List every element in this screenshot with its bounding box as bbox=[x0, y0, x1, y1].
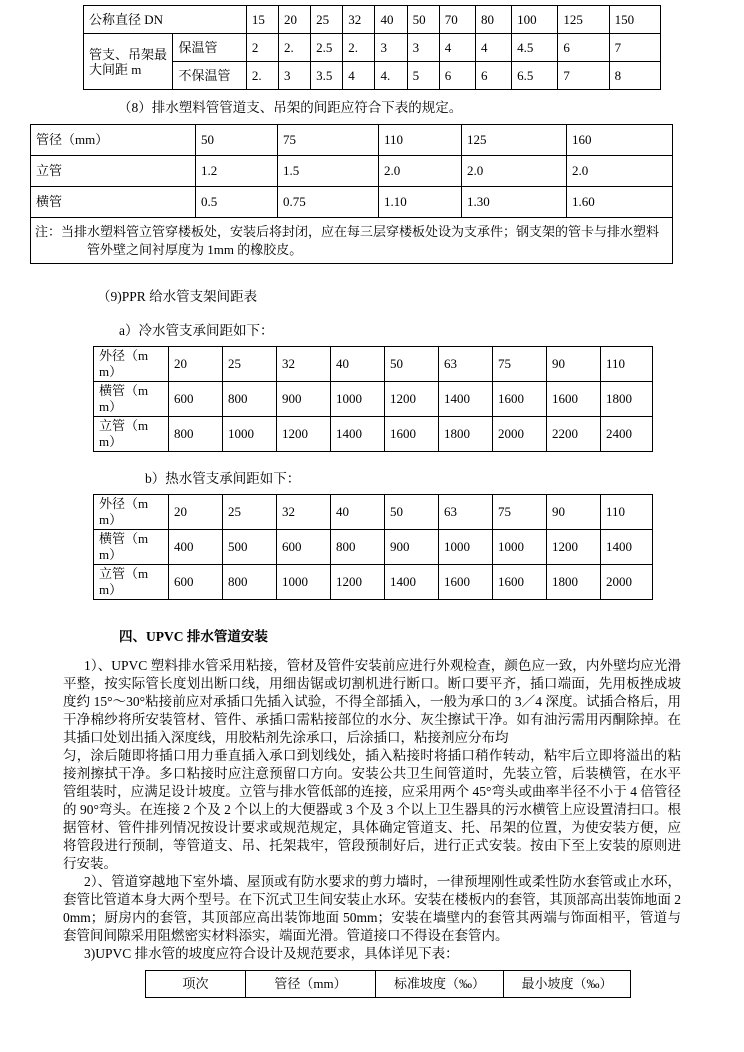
table-cell: 0.75 bbox=[278, 187, 379, 218]
table-cell: 1.10 bbox=[379, 187, 462, 218]
table-cell: 1800 bbox=[547, 565, 601, 600]
section-title-upvc-install: 四、UPVC 排水管道安装 bbox=[119, 629, 268, 644]
table-row bbox=[94, 530, 653, 565]
table-cell: 4 bbox=[343, 62, 375, 90]
pipe-support-spacing-table bbox=[83, 5, 661, 90]
table-cell: 1000 bbox=[223, 417, 277, 452]
row-label: 管径（mm） bbox=[31, 125, 196, 156]
row-label: 横管（mm） bbox=[94, 382, 169, 417]
paragraph-install-1b: 匀，涂后随即将插口用力垂直插入承口到划线处，插入粘接时将插口稍作转动，粘牢后立即将溢出的粘接剂擦拭干净。多口粘接时应注意预留口方向。安装公共卫生间管道时，先装立管，后装横管，在水平管组装时，应满足设计坡度。立管与排水管低部的连接，应采用两个 45°弯头或曲率半径不小于 4 倍管径的 90°弯头。在连接 2 个及 2 个以上的大便器或 3 个及 3 个以上卫生器具的污水横管上应设置清扫口。根据管材、管件排列情况按设计要求或规范规定，具体确定管道支、托、吊架的位置，为使安装方便，应将管段进行预制，等管道支、吊、托架栽牢，管段预制好后，进行正式安装。按由下至上安装的原则进行安装。 bbox=[63, 748, 681, 871]
table-cell: 2.0 bbox=[379, 156, 462, 187]
paragraph-8: （8）排水塑料管管道支、吊架的间距应符合下表的规定。 bbox=[118, 100, 463, 115]
hot-water-caption: b）热水管支承间距如下： bbox=[145, 471, 301, 486]
cold-water-spacing-table bbox=[93, 346, 653, 452]
table-cell: 2200 bbox=[547, 417, 601, 452]
table-cell: 125 bbox=[462, 125, 567, 156]
table-cell: 2400 bbox=[601, 417, 653, 452]
table-cell: 3 bbox=[407, 34, 439, 62]
paragraph-9: （9)PPR 给水管支架间距表 bbox=[97, 289, 258, 304]
table-cell: 4.5 bbox=[512, 34, 558, 62]
table-cell: 2. bbox=[343, 34, 375, 62]
table-cell: 1400 bbox=[439, 382, 493, 417]
table-cell: 125 bbox=[558, 6, 609, 34]
table-cell: 1400 bbox=[385, 565, 439, 600]
row-label: 立管（mm） bbox=[94, 417, 169, 452]
table-cell: 110 bbox=[601, 495, 653, 530]
table-cell: 1200 bbox=[547, 530, 601, 565]
drain-pipe-spacing-table bbox=[30, 124, 673, 264]
table-cell: 15 bbox=[246, 6, 278, 34]
table-cell: 40 bbox=[331, 347, 385, 382]
table-cell: 900 bbox=[385, 530, 439, 565]
paragraph-slope-intro: 3)UPVC 排水管的坡度应符合设计及规范要求，具体详见下表： bbox=[84, 946, 459, 961]
table-cell: 1600 bbox=[493, 382, 547, 417]
table-cell: 70 bbox=[439, 6, 475, 34]
table-row bbox=[31, 187, 673, 218]
table-cell: 1600 bbox=[547, 382, 601, 417]
table-cell: 标准坡度（‰） bbox=[376, 971, 504, 998]
table-cell: 1000 bbox=[439, 530, 493, 565]
table-cell: 3.5 bbox=[311, 62, 343, 90]
table-cell: 75 bbox=[278, 125, 379, 156]
table-cell: 600 bbox=[169, 565, 223, 600]
table-cell: 1400 bbox=[601, 530, 653, 565]
table-cell: 100 bbox=[512, 6, 558, 34]
table-cell: 1600 bbox=[385, 417, 439, 452]
table-row bbox=[94, 347, 653, 382]
table-cell: 1800 bbox=[439, 417, 493, 452]
table-row bbox=[94, 417, 653, 452]
table-cell: 2.0 bbox=[462, 156, 567, 187]
table-cell: 5 bbox=[407, 62, 439, 90]
table-row bbox=[31, 125, 673, 156]
table-cell: 1000 bbox=[493, 530, 547, 565]
row-label: 不保温管 bbox=[173, 62, 246, 90]
table-cell: 6 bbox=[439, 62, 475, 90]
table-cell: 600 bbox=[277, 530, 331, 565]
table-cell: 4 bbox=[475, 34, 511, 62]
table-row bbox=[94, 382, 653, 417]
table-cell: 50 bbox=[196, 125, 278, 156]
table-cell: 63 bbox=[439, 347, 493, 382]
table-cell: 管径（mm） bbox=[246, 971, 376, 998]
cold-water-caption: a）冷水管支承间距如下： bbox=[119, 323, 274, 338]
table-cell: 4. bbox=[375, 62, 407, 90]
table-cell: 800 bbox=[331, 530, 385, 565]
table-cell: 160 bbox=[567, 125, 673, 156]
table-cell: 75 bbox=[493, 495, 547, 530]
table-cell: 50 bbox=[385, 347, 439, 382]
paragraph-install-2: 2）、管道穿越地下室外墙、屋顶或有防水要求的剪力墙时，一律预埋刚性或柔性防水套管或止水环，套管比管道本身大两个型号。在下沉式卫生间安装止水环。安装在楼板内的套管，其顶部高出装饰地面 20mm；厨房内的套管，其顶部应高出装饰地面 50mm；安装在墙壁内的套管其两端与饰面相平，管道与套管间间隙采用阻燃密实材料添实，端面光滑。管道接口不得设在套管内。 bbox=[63, 874, 681, 943]
table-cell: 800 bbox=[223, 565, 277, 600]
table-cell: 7 bbox=[558, 62, 609, 90]
table-cell: 800 bbox=[223, 382, 277, 417]
table-cell: 2.5 bbox=[311, 34, 343, 62]
table-cell: 1600 bbox=[439, 565, 493, 600]
table-cell: 20 bbox=[169, 495, 223, 530]
table-cell: 90 bbox=[547, 347, 601, 382]
table-note: 注：当排水塑料管立管穿楼板处，安装后将封闭，应在每三层穿楼板处设为支承件；钢支架的管卡与排水塑料管外壁之间衬厚度为 1mm 的橡胶皮。 bbox=[31, 218, 673, 264]
table-cell: 1200 bbox=[331, 565, 385, 600]
row-label: 横管 bbox=[31, 187, 196, 218]
hot-water-spacing-table bbox=[93, 494, 653, 600]
table-row bbox=[94, 565, 653, 600]
table-cell: 2 bbox=[246, 34, 278, 62]
table-cell: 2. bbox=[278, 34, 310, 62]
table-cell: 6 bbox=[475, 62, 511, 90]
table-cell: 0.5 bbox=[196, 187, 278, 218]
table-cell: 6 bbox=[558, 34, 609, 62]
table-cell: 20 bbox=[169, 347, 223, 382]
table-cell: 40 bbox=[375, 6, 407, 34]
table-cell: 75 bbox=[493, 347, 547, 382]
table-cell: 3 bbox=[375, 34, 407, 62]
table-cell: 40 bbox=[331, 495, 385, 530]
slope-table bbox=[145, 970, 631, 998]
table-cell: 500 bbox=[223, 530, 277, 565]
table-cell: 63 bbox=[439, 495, 493, 530]
table-row bbox=[84, 34, 661, 62]
table-cell: 32 bbox=[343, 6, 375, 34]
row-group-label: 管支、吊架最大间距 m bbox=[84, 34, 173, 90]
table-cell: 800 bbox=[169, 417, 223, 452]
table-corner-label: 公称直径 DN bbox=[84, 6, 247, 34]
table-cell: 1.60 bbox=[567, 187, 673, 218]
table-cell: 90 bbox=[547, 495, 601, 530]
table-cell: 25 bbox=[311, 6, 343, 34]
row-label: 外径（mm） bbox=[94, 347, 169, 382]
table-cell: 110 bbox=[601, 347, 653, 382]
table-cell: 3 bbox=[278, 62, 310, 90]
table-cell: 32 bbox=[277, 347, 331, 382]
row-label: 横管（mm） bbox=[94, 530, 169, 565]
table-cell: 400 bbox=[169, 530, 223, 565]
table-cell: 25 bbox=[223, 495, 277, 530]
table-cell: 最小坡度（‰） bbox=[504, 971, 631, 998]
table-cell: 6.5 bbox=[512, 62, 558, 90]
row-label: 立管 bbox=[31, 156, 196, 187]
table-cell: 4 bbox=[439, 34, 475, 62]
table-cell: 50 bbox=[407, 6, 439, 34]
table-cell: 1000 bbox=[277, 565, 331, 600]
table-cell: 1.5 bbox=[278, 156, 379, 187]
table-cell: 50 bbox=[385, 495, 439, 530]
table-cell: 80 bbox=[475, 6, 511, 34]
table-cell: 1.2 bbox=[196, 156, 278, 187]
table-row bbox=[94, 495, 653, 530]
table-cell: 600 bbox=[169, 382, 223, 417]
table-cell: 1000 bbox=[331, 382, 385, 417]
paragraph-install-1a: 1）、UPVC 塑料排水管采用粘接，管材及管件安装前应进行外观检查，颜色应一致，内外壁均应光滑平整，按实际管长度划出断口线，用细齿锯或切割机进行断口。断口要平齐，插口端面，先用板挫成坡度约 15°～30°粘接前应对承插口先插入试验，不得全部插入，一般为承口的 3／4 深度。试插合格后，用干净棉纱将所安装管材、管件、承插口需粘接部位的水分、灰尘擦试干净。如有油污需用丙酮除掉。在其插口处划出插入深度线，用胶粘剂先涂承口，后涂插口，粘接剂应分布均 bbox=[63, 658, 681, 745]
table-cell: 2. bbox=[246, 62, 278, 90]
table-header-row bbox=[146, 971, 631, 998]
table-cell: 1600 bbox=[493, 565, 547, 600]
table-cell: 32 bbox=[277, 495, 331, 530]
table-row bbox=[84, 6, 661, 34]
table-cell: 150 bbox=[609, 6, 660, 34]
table-cell: 110 bbox=[379, 125, 462, 156]
table-cell: 2000 bbox=[493, 417, 547, 452]
table-cell: 25 bbox=[223, 347, 277, 382]
table-cell: 8 bbox=[609, 62, 660, 90]
table-cell: 1200 bbox=[277, 417, 331, 452]
table-cell: 1400 bbox=[331, 417, 385, 452]
table-cell: 2000 bbox=[601, 565, 653, 600]
row-label: 保温管 bbox=[173, 34, 246, 62]
table-row bbox=[31, 156, 673, 187]
row-label: 立管（mm） bbox=[94, 565, 169, 600]
table-cell: 1800 bbox=[601, 382, 653, 417]
table-cell: 900 bbox=[277, 382, 331, 417]
row-label: 外径（mm） bbox=[94, 495, 169, 530]
table-cell: 2.0 bbox=[567, 156, 673, 187]
table-cell: 1.30 bbox=[462, 187, 567, 218]
table-cell: 项次 bbox=[146, 971, 246, 998]
table-row bbox=[31, 218, 673, 264]
table-cell: 20 bbox=[278, 6, 310, 34]
table-cell: 1200 bbox=[385, 382, 439, 417]
table-cell: 7 bbox=[609, 34, 660, 62]
